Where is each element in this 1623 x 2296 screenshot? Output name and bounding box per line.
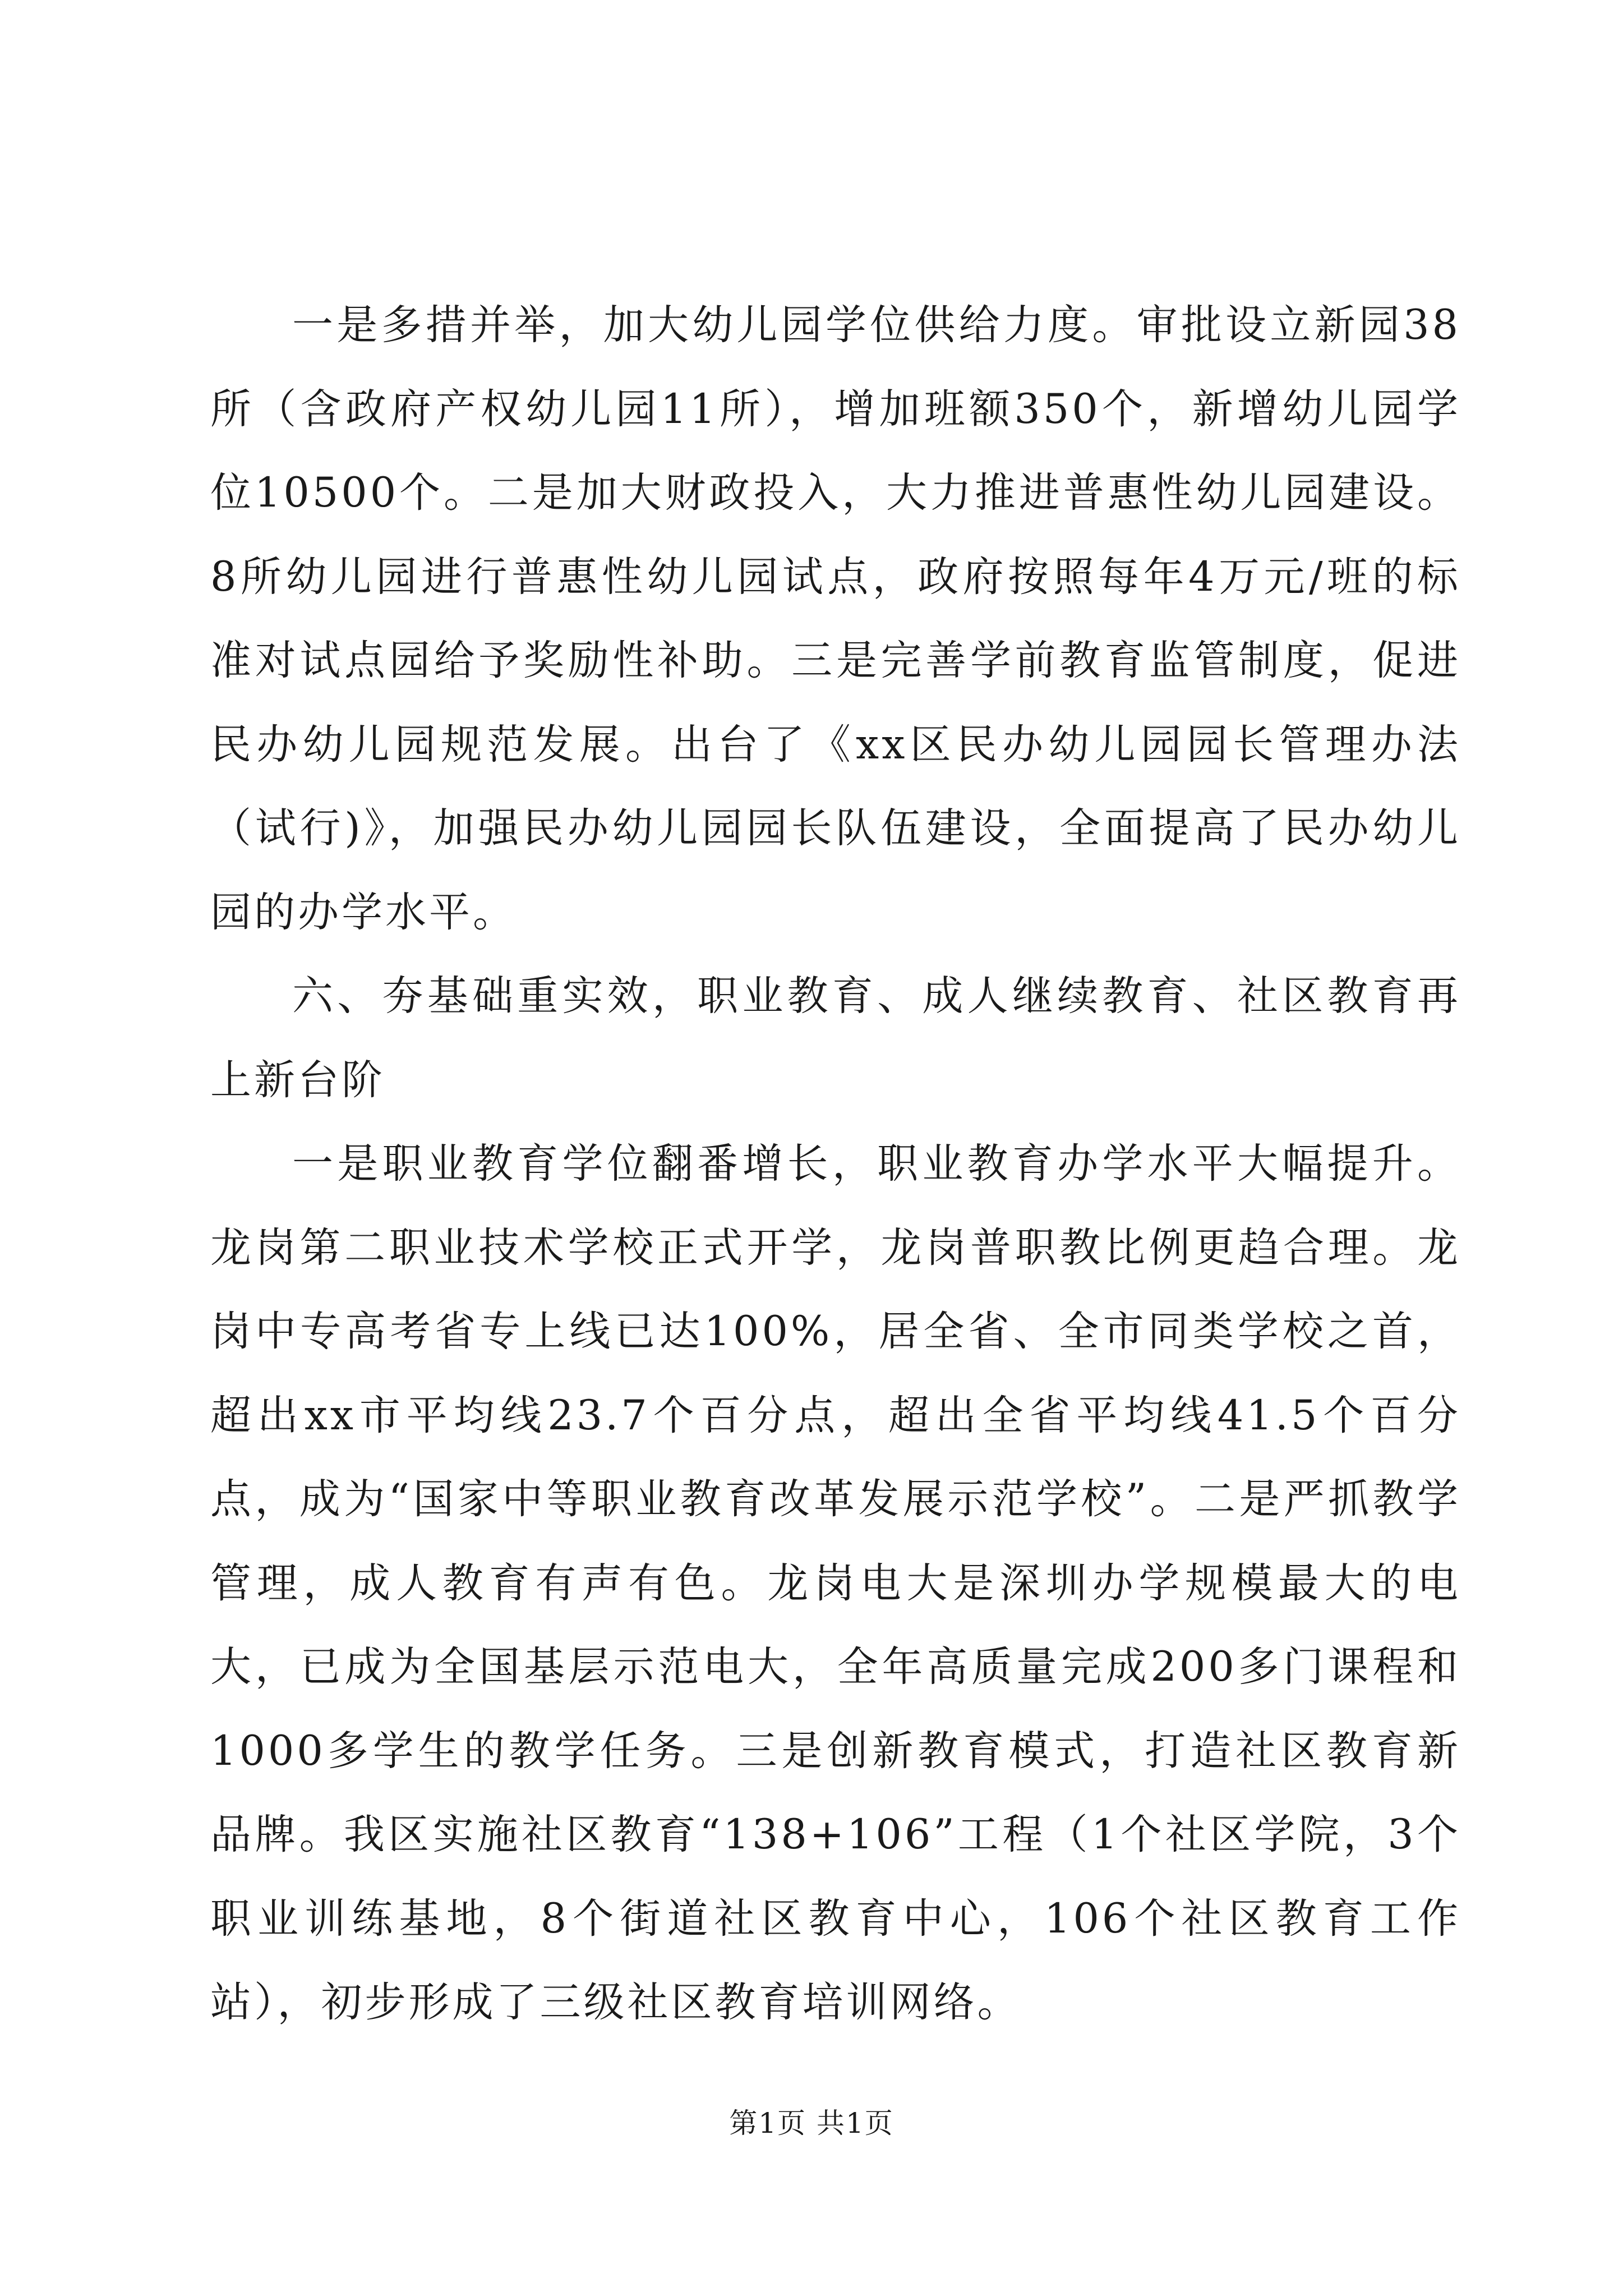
section-heading-vocational: 六、夯基础重实效，职业教育、成人继续教育、社区教育再上新台阶	[210, 972, 1461, 1104]
paragraph-kindergarten: 一是多措并举，加大幼儿园学位供给力度。审批设立新园38所（含政府产权幼儿园11所），增加班额350个，新增幼儿园学位10500个。二是加大财政投入，大力推进普惠性幼儿园建设。8所幼儿园进行普惠性幼儿园试点，政府按照每年4万元/班的标准对试点园给予奖励性补助。三是完善学前教育监管制度，促进民办幼儿园规范发展。出台了《xx区民办幼儿园园长管理办法（试行)》，加强民办幼儿园园长队伍建设，全面提高了民办幼儿园的办学水平。	[210, 301, 1461, 936]
document-body	[210, 283, 1461, 2045]
paragraph-vocational: 一是职业教育学位翻番增长，职业教育办学水平大幅提升。龙岗第二职业技术学校正式开学，龙岗普职教比例更趋合理。龙岗中专高考省专上线已达100%，居全省、全市同类学校之首，超出xx市平均线23.7个百分点，超出全省平均线41.5个百分点，成为“国家中等职业教育改革发展示范学校”。二是严抓教学管理，成人教育有声有色。龙岗电大是深圳办学规模最大的电大，已成为全国基层示范电大，全年高质量完成200多门课程和1000多学生的教学任务。三是创新教育模式，打造社区教育新品牌。我区实施社区教育“138+106”工程（1个社区学院，3个职业训练基地，8个街道社区教育中心，106个社区教育工作站），初步形成了三级社区教育培训网络。	[210, 1140, 1461, 2026]
page-footer: 第1页 共1页	[729, 2107, 894, 2139]
